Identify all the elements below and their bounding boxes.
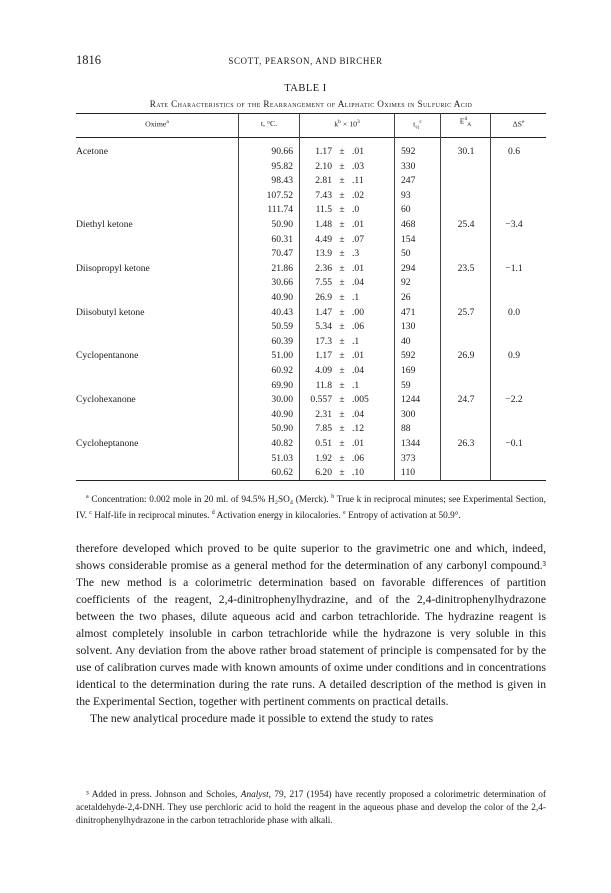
temperature-cell: 40.90 bbox=[271, 292, 293, 303]
plus-minus-sign: ± bbox=[339, 365, 345, 376]
entropy-cell: −1.1 bbox=[505, 263, 523, 274]
temperature-cell: 50.90 bbox=[271, 219, 293, 230]
rate-value: 11.8 bbox=[315, 380, 332, 391]
rate-constant-cell bbox=[307, 234, 378, 246]
entropy-cell: 0.0 bbox=[508, 307, 520, 318]
footnote-mark: ³ bbox=[86, 790, 89, 800]
half-life-cell: 330 bbox=[401, 161, 416, 172]
rate-error: .10 bbox=[352, 467, 364, 478]
rate-constant-cell bbox=[307, 453, 378, 465]
plus-minus-sign: ± bbox=[339, 409, 345, 420]
half-life-cell: 130 bbox=[401, 321, 416, 332]
rate-constant-cell bbox=[307, 161, 378, 173]
rate-error: .1 bbox=[352, 336, 360, 347]
plus-minus-sign: ± bbox=[339, 175, 345, 186]
rate-constant-cell bbox=[307, 467, 378, 479]
half-life-cell: 59 bbox=[401, 380, 411, 391]
plus-minus-sign: ± bbox=[339, 467, 345, 478]
plus-minus-sign: ± bbox=[339, 204, 345, 215]
table-caption: Rate Characteristics of the Rearrangement of Aliphatic Oximes in Sulfuric Acid bbox=[149, 99, 473, 109]
oxime-name: Cycloheptanone bbox=[76, 438, 139, 449]
rate-error: .02 bbox=[352, 190, 364, 201]
rate-value: 1.92 bbox=[315, 453, 332, 464]
column-header-entropy: $\Delta S^e$ bbox=[512, 119, 525, 129]
column-header-half-life: $t_{\frac{1}{2}}^c$ bbox=[413, 119, 422, 132]
half-life-cell: 92 bbox=[401, 277, 411, 288]
temperature-cell: 40.90 bbox=[271, 409, 293, 420]
rate-value: 4.09 bbox=[315, 365, 332, 376]
plus-minus-sign: ± bbox=[339, 190, 345, 201]
plus-minus-sign: ± bbox=[339, 219, 345, 230]
rate-table bbox=[76, 113, 546, 481]
rate-constant-cell bbox=[307, 350, 378, 362]
rate-constant-cell bbox=[307, 190, 378, 202]
rate-error: .1 bbox=[352, 292, 360, 303]
activation-energy-cell: 25.7 bbox=[457, 307, 475, 318]
column-header-temperature: t, °C. bbox=[260, 119, 278, 128]
column-divider bbox=[238, 113, 239, 480]
body-text bbox=[76, 540, 546, 727]
rate-constant-cell bbox=[307, 292, 378, 304]
rate-value: 17.3 bbox=[315, 336, 332, 347]
plus-minus-sign: ± bbox=[339, 263, 345, 274]
rate-value: 1.47 bbox=[315, 307, 332, 318]
column-header-oxime: Oxime$^a$ bbox=[145, 119, 169, 129]
plus-minus-sign: ± bbox=[339, 453, 345, 464]
rate-value: 11.5 bbox=[315, 204, 332, 215]
note-mark: b bbox=[331, 494, 335, 500]
body-paragraph: The new analytical procedure made it possible to extend the study to rates bbox=[90, 712, 434, 725]
oxime-name: Acetone bbox=[76, 146, 108, 157]
rate-constant-cell bbox=[307, 336, 378, 348]
rate-constant-cell bbox=[307, 394, 378, 406]
oxime-name: Diethyl ketone bbox=[76, 219, 133, 230]
body-paragraph: therefore developed which proved to be quite superior to the gravimetric one and which, indeed, shows considerable promise as a general method for the determination of any carbonyl compound.³ The new method is a colorimetric determination based on favorable differences of partition coefficients of the reagent, 2,4-dinitrophenylhydrazine, and of the 2,4-dinitrophenylhydrazone between the two phases, dilute aqueous acid and carbon tetrachloride. The hydrazine reagent is almost completely insoluble in carbon tetrachloride while the hydrazone is very soluble in this solvent. Any deviation from the above rather broad statement of principle is compensated for by the use of calibration curves made with known amounts of oxime under conditions and in concentrations identical to the determination during the rate runs. A detailed description of the method is given in the Experimental Section, together with pertinent comments on practical details. bbox=[76, 542, 546, 708]
table-top-rule bbox=[76, 113, 546, 114]
rate-value: 1.17 bbox=[315, 146, 332, 157]
activation-energy-cell: 25.4 bbox=[457, 219, 475, 230]
rate-constant-cell bbox=[307, 409, 378, 421]
column-header-rate-constant: $k^b \times 10^3$ bbox=[334, 119, 360, 129]
rate-error: .04 bbox=[352, 409, 364, 420]
rate-value: 5.34 bbox=[315, 321, 332, 332]
half-life-cell: 294 bbox=[401, 263, 416, 274]
half-life-cell: 50 bbox=[401, 248, 411, 259]
column-divider bbox=[299, 113, 300, 480]
entropy-cell: 0.9 bbox=[508, 350, 520, 361]
plus-minus-sign: ± bbox=[339, 380, 345, 391]
half-life-cell: 471 bbox=[401, 307, 416, 318]
running-title: SCOTT, PEARSON, AND BIRCHER bbox=[228, 56, 383, 66]
rate-value: 2.81 bbox=[315, 175, 332, 186]
footnote: ³ Added in press. Johnson and Scholes, Analyst, 79, 217 (1954) have recently proposed a colorimetric determination of acetaldehyde-2,4-DNH. They use perchloric acid to hold the reagent in the aqueous phase and develop the color of the 2,4-dinitrophenylhydrazone in the carbon tetrachloride phase with alkali. bbox=[76, 790, 546, 826]
half-life-cell: 300 bbox=[401, 409, 416, 420]
table-bottom-rule bbox=[76, 480, 546, 481]
half-life-cell: 40 bbox=[401, 336, 411, 347]
rate-value: 6.20 bbox=[315, 467, 332, 478]
plus-minus-sign: ± bbox=[339, 161, 345, 172]
temperature-cell: 50.59 bbox=[271, 321, 293, 332]
note-text: Entropy of activation at 50.9°. bbox=[345, 511, 461, 522]
plus-minus-sign: ± bbox=[339, 277, 345, 288]
rate-value: 13.9 bbox=[315, 248, 332, 259]
note-mark: d bbox=[211, 510, 215, 517]
plus-minus-sign: ± bbox=[339, 248, 345, 259]
half-life-cell: 93 bbox=[401, 190, 411, 201]
temperature-cell: 95.82 bbox=[271, 161, 293, 172]
note-mark: a bbox=[86, 494, 89, 500]
temperature-cell: 40.43 bbox=[271, 307, 293, 318]
oxime-name: Cyclohexanone bbox=[76, 394, 136, 405]
column-divider bbox=[490, 113, 491, 480]
plus-minus-sign: ± bbox=[339, 394, 345, 405]
note-text: Concentration: 0.002 mole in 20 ml. of 94.5% H₂SO₄ (Merck). bbox=[88, 495, 332, 506]
activation-energy-cell: 23.5 bbox=[457, 263, 475, 274]
plus-minus-sign: ± bbox=[339, 292, 345, 303]
temperature-cell: 60.31 bbox=[271, 234, 293, 245]
half-life-cell: 26 bbox=[401, 292, 411, 303]
table-header-rule bbox=[76, 137, 546, 138]
rate-value: 7.85 bbox=[315, 423, 332, 434]
rate-value: 1.48 bbox=[315, 219, 332, 230]
activation-energy-cell: 26.3 bbox=[457, 438, 475, 449]
rate-value: 7.43 bbox=[315, 190, 332, 201]
rate-value: 2.31 bbox=[315, 409, 332, 420]
rate-value: 0.557 bbox=[310, 394, 332, 405]
note-text: Activation energy in kilocalories. bbox=[214, 511, 344, 522]
rate-constant-cell bbox=[307, 219, 378, 231]
rate-value: 1.17 bbox=[315, 350, 332, 361]
activation-energy-cell: 24.7 bbox=[457, 394, 475, 405]
rate-value: 4.49 bbox=[315, 234, 332, 245]
entropy-cell: −0.1 bbox=[505, 438, 523, 449]
half-life-cell: 468 bbox=[401, 219, 416, 230]
half-life-cell: 1244 bbox=[401, 394, 421, 405]
rate-error: .12 bbox=[352, 423, 364, 434]
half-life-cell: 592 bbox=[401, 350, 416, 361]
note-text: Half-life in reciprocal minutes. bbox=[91, 511, 212, 522]
rate-error: .0 bbox=[352, 204, 360, 215]
rate-value: 0.51 bbox=[315, 438, 332, 449]
rate-value: 2.10 bbox=[315, 161, 332, 172]
plus-minus-sign: ± bbox=[339, 307, 345, 318]
half-life-cell: 592 bbox=[401, 146, 416, 157]
entropy-cell: −3.4 bbox=[505, 219, 523, 230]
rate-value: 7.55 bbox=[315, 277, 332, 288]
temperature-cell: 60.92 bbox=[271, 365, 293, 376]
rate-error: .11 bbox=[352, 175, 364, 186]
rate-constant-cell bbox=[307, 423, 378, 435]
temperature-cell: 60.39 bbox=[271, 336, 293, 347]
note-mark: e bbox=[343, 510, 346, 517]
temperature-cell: 60.62 bbox=[271, 467, 293, 478]
plus-minus-sign: ± bbox=[339, 350, 345, 361]
rate-error: .00 bbox=[352, 307, 364, 318]
temperature-cell: 21.86 bbox=[271, 263, 293, 274]
rate-error: .1 bbox=[352, 380, 360, 391]
rate-error: .3 bbox=[352, 248, 360, 259]
oxime-name: Diisobutyl ketone bbox=[76, 307, 145, 318]
rate-value: 2.36 bbox=[315, 263, 332, 274]
oxime-name: Cyclopentanone bbox=[76, 350, 139, 361]
temperature-cell: 51.00 bbox=[271, 350, 293, 361]
half-life-cell: 1344 bbox=[401, 438, 421, 449]
rate-constant-cell bbox=[307, 248, 378, 260]
rate-error: .01 bbox=[352, 438, 364, 449]
half-life-cell: 373 bbox=[401, 453, 416, 464]
rate-error: .01 bbox=[352, 146, 364, 157]
journal-name: Analyst bbox=[240, 790, 269, 800]
rate-error: .06 bbox=[352, 321, 364, 332]
half-life-cell: 110 bbox=[401, 467, 416, 478]
half-life-cell: 88 bbox=[401, 423, 411, 434]
note-text: True k in reciprocal minutes; see Experimental Section, IV. bbox=[76, 495, 547, 522]
column-header-activation-energy: $E^d_A$ bbox=[459, 116, 472, 129]
temperature-cell: 50.90 bbox=[271, 423, 293, 434]
rate-constant-cell bbox=[307, 175, 378, 187]
rate-error: .01 bbox=[352, 263, 364, 274]
rate-constant-cell bbox=[307, 365, 378, 377]
rate-error: .01 bbox=[352, 350, 364, 361]
table-label: TABLE I bbox=[284, 83, 327, 94]
rate-error: .03 bbox=[352, 161, 364, 172]
temperature-cell: 70.47 bbox=[271, 248, 293, 259]
entropy-cell: −2.2 bbox=[505, 394, 523, 405]
temperature-cell: 69.90 bbox=[271, 380, 293, 391]
half-life-cell: 169 bbox=[401, 365, 416, 376]
page-number: 1816 bbox=[76, 53, 101, 67]
oxime-name: Diisopropyl ketone bbox=[76, 263, 150, 274]
plus-minus-sign: ± bbox=[339, 146, 345, 157]
half-life-cell: 60 bbox=[401, 204, 411, 215]
rate-constant-cell bbox=[307, 263, 378, 275]
rate-error: .04 bbox=[352, 365, 364, 376]
rate-error: .06 bbox=[352, 453, 364, 464]
temperature-cell: 90.66 bbox=[271, 146, 293, 157]
rate-constant-cell bbox=[307, 277, 378, 289]
rate-constant-cell bbox=[307, 438, 378, 450]
plus-minus-sign: ± bbox=[339, 438, 345, 449]
plus-minus-sign: ± bbox=[339, 234, 345, 245]
note-mark: c bbox=[89, 510, 92, 517]
rate-constant-cell bbox=[307, 146, 378, 158]
rate-constant-cell bbox=[307, 380, 378, 392]
rate-constant-cell bbox=[307, 307, 378, 319]
temperature-cell: 40.82 bbox=[271, 438, 293, 449]
half-life-cell: 247 bbox=[401, 175, 416, 186]
temperature-cell: 30.00 bbox=[271, 394, 293, 405]
activation-energy-cell: 30.1 bbox=[457, 146, 475, 157]
table-notes bbox=[76, 491, 546, 523]
plus-minus-sign: ± bbox=[339, 336, 345, 347]
entropy-cell: 0.6 bbox=[508, 146, 520, 157]
rate-constant-cell bbox=[307, 204, 378, 216]
rate-constant-cell bbox=[307, 321, 378, 333]
rate-error: .005 bbox=[352, 394, 369, 405]
temperature-cell: 111.74 bbox=[267, 204, 293, 215]
half-life-cell: 154 bbox=[401, 234, 416, 245]
plus-minus-sign: ± bbox=[339, 423, 345, 434]
column-divider bbox=[394, 113, 395, 480]
rate-error: .07 bbox=[352, 234, 364, 245]
plus-minus-sign: ± bbox=[339, 321, 345, 332]
temperature-cell: 30.66 bbox=[271, 277, 293, 288]
activation-energy-cell: 26.9 bbox=[457, 350, 475, 361]
column-divider bbox=[440, 113, 441, 480]
temperature-cell: 51.03 bbox=[271, 453, 293, 464]
temperature-cell: 107.52 bbox=[266, 190, 293, 201]
rate-value: 26.9 bbox=[315, 292, 332, 303]
rate-error: .01 bbox=[352, 219, 364, 230]
rate-error: .04 bbox=[352, 277, 364, 288]
temperature-cell: 98.43 bbox=[271, 175, 293, 186]
